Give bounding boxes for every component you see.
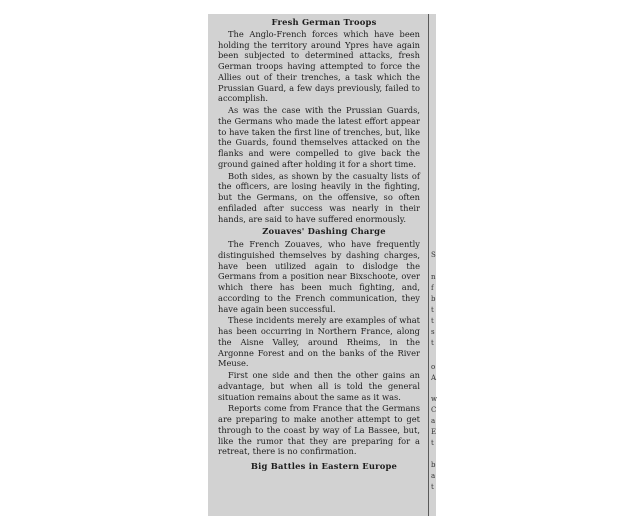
paragraph-2: As was the case with the Prussian Guards, the Germans who made the latest effort appear to have taken the first line of trenches, but, like the Guards, found themselves attacked on the flanks and were compelled to give back the ground gained after holding it for a short time. [218, 105, 420, 169]
adjacent-glyph: w [431, 395, 437, 403]
column-rule [428, 14, 429, 516]
adjacent-glyph: t [431, 439, 434, 447]
adjacent-glyph: o [431, 363, 436, 371]
adjacent-glyph: C [431, 406, 437, 414]
paragraph-5: These incidents merely are examples of what has been occurring in Northern France, along the Aisne Valley, around Rheims, in the Argonne Forest and on the banks of the River Meuse. [218, 315, 420, 369]
adjacent-glyph: a [431, 472, 436, 480]
adjacent-glyph: b [431, 295, 436, 303]
article-column [208, 14, 428, 516]
paragraph-4: The French Zouaves, who have frequently distinguished themselves by dashing charges, have been utilized again to dislodge the Germans from a position near Bixschoote, over which there has been much fighting, and, according to the French communication, they have again been successful. [218, 239, 420, 314]
adjacent-glyph: a [431, 417, 436, 425]
paragraph-6: First one side and then the other gains an advantage, but when all is told the general situation remains about the same as it was. [218, 370, 420, 402]
adjacent-glyph: S [431, 251, 436, 259]
adjacent-column-edge [431, 14, 436, 516]
adjacent-glyph: s [431, 328, 435, 336]
headline-big-battles-eastern-europe: Big Battles in Eastern Europe [250, 461, 398, 471]
adjacent-glyph: b [431, 461, 436, 469]
newspaper-clipping [208, 14, 436, 516]
adjacent-glyph: t [431, 317, 434, 325]
paragraph-1: The Anglo-French forces which have been holding the territory around Ypres have again been subjected to determined attacks, fresh German troops having attempted to force the Allies out of their trenches, a task which the Prussian Guard, a few days previously, failed to accomplish. [218, 28, 420, 104]
headline-zouaves-dashing-charge: Zouaves' Dashing Charge [262, 226, 386, 237]
adjacent-glyph: f [431, 284, 434, 292]
adjacent-glyph: E [431, 428, 437, 436]
adjacent-glyph: t [431, 306, 434, 314]
adjacent-glyph: A [431, 374, 437, 382]
adjacent-glyph: t [431, 483, 434, 491]
headline-fresh-german-troops: Fresh German Troops [271, 17, 377, 27]
adjacent-glyph: t [431, 339, 434, 347]
adjacent-glyph: n [431, 273, 436, 281]
paragraph-3: Both sides, as shown by the casualty lists of the officers, are losing heavily in the fighting, but the Germans, on the offensive, so often enfiladed after success was nearly in their hands, are said to have suffered enormously. [218, 170, 420, 224]
paragraph-7: Reports come from France that the Germans are preparing to make another attempt to get through to the coast by way of La Bassee, but, like the rumor that they are preparing for a retreat, there is no confirmation. [218, 403, 420, 457]
